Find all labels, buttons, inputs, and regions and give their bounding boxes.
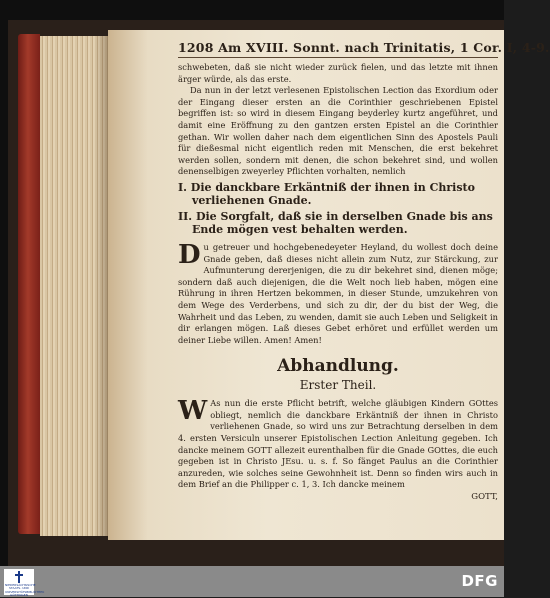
body-block: [178, 398, 498, 491]
section-subtitle: Erster Theil.: [299, 378, 377, 393]
library-logo-icon: [15, 571, 23, 583]
page-edges: [40, 36, 108, 536]
running-head: 1208 Am XVIII. Sonnt. nach Trinitatis, 1 Cor. I, 4-9.: [178, 40, 550, 55]
section-title: Abhandlung.: [277, 356, 399, 377]
prayer-text: u getreuer und hochgebenedeyeter Heyland, du wollest doch deine Gnade geben, daß dieses nicht allein zum Nutz, zur Stärckung, zur Aufmunterung dererjenigen, die zu dir bekehret sind, dienen möge; sondern daß auch diejenigen, die die Welt noch lieb haben, mögen eine Rührung in ihren Hertzen bekommen, in dieser Stunde, umzukehren von dem Wege des Verderbens, und sich zu dir, der du bist der Weg, die Wahrheit und das Leben, zu wenden, damit sie auch Leben und Seligkeit in dir erlangen mögen. Laß dieses Gebet erhöret und erfüllet werden um deiner Liebe willen. Amen! Amen!: [178, 241, 498, 345]
body-dropcap: W: [178, 396, 208, 427]
prayer-dropcap: D: [178, 239, 201, 270]
prayer-block: [178, 239, 498, 346]
body-text: As nun die erste Pflicht betrift, welche gläubigen Kindern GOttes obliegt, nemlich die danckbare Erkäntniß der ihnen in Christo verliehenen Gnade, so wird uns zur Betrachtung derselben in dem 4. ersten Versiculn unserer Epistolischen Lection Anleitung gegeben. Ich dancke meinem GOTT allezeit eurenthalben für die Gnade GOttes, die euch gegeben ist in Christo JEsu. u. s. f. So fänget Paulus an die Corinthier anzureden, wie solches seine Gewohnheit ist. Denn so finden wirs auch in dem Brief an die Philipper c. 1, 3. Ich dancke meinem: [178, 398, 498, 490]
library-logo-text: NIEDERSÄCHSISCHE STAATS- UND UNIVERSITÄTSBIBLIOTHEK GÖTTINGEN: [5, 583, 45, 598]
viewer-footer-bar: [0, 566, 504, 597]
intro-lines: schwebeten, daß sie nicht wieder zurück fielen, und das letzte mit ihnen ärger würde, als das erste.: [178, 62, 498, 84]
point-one: I. Die danckbare Erkäntniß der ihnen in Christo verliehenen Gnade.: [178, 180, 475, 207]
point-two: II. Die Sorgfalt, daß sie in derselben Gnade bis ans Ende mögen vest behalten werden.: [178, 209, 493, 236]
dfg-logo[interactable]: DFG: [461, 572, 498, 590]
head-rule: [178, 57, 498, 58]
red-cover-edge: [18, 34, 40, 534]
paragraph-1: Da nun in der letzt verlesenen Epistolischen Lection das Exordium oder der Eingang dieser ersten an die Corinthier geschriebenen Epistel begriffen ist: so wird in diesem Eingang beyderley kurtz angeführet, und damit eine Eröffnung zu den gantzen ersten Epistel an die Corinthier gethan. Wir wollen daher nach dem eigentlichen Sinn des Apostels Pauli für dießesmal nicht eigentlich reden mit Menschen, die erst bekehret werden sollen, sondern mit denen, die schon bekehret sind, und wollen denenselbigen zweyerley Pflichten vorhalten, nemlich: [178, 85, 498, 177]
library-logo[interactable]: [4, 569, 45, 598]
page-text: [178, 40, 550, 503]
catchword: GOTT,: [471, 492, 498, 503]
